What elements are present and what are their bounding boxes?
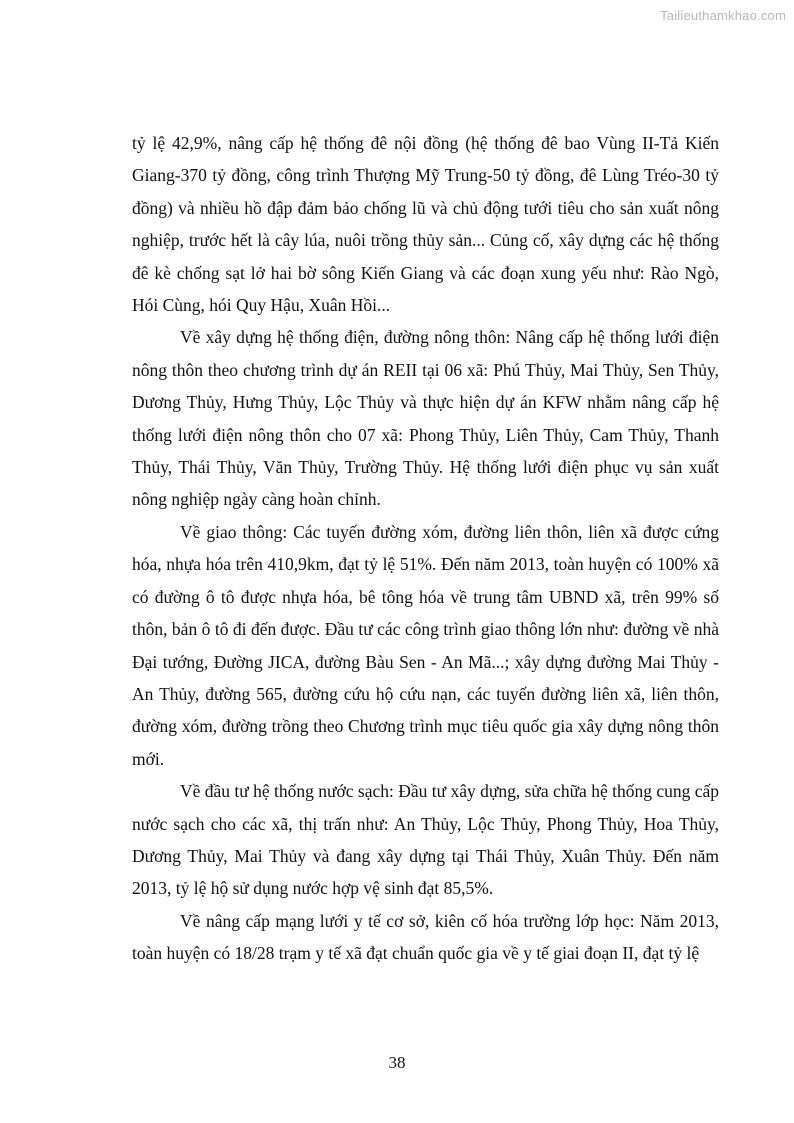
paragraph-health-schools: Về nâng cấp mạng lưới y tế cơ sở, kiên cố hóa trường lớp học: Năm 2013, toàn huyện có 18/28 trạm y tế xã đạt chuẩn quốc gia về y tế giai đoạn II, đạt tỷ lệ — [132, 910, 719, 964]
paragraph-continuation: tỷ lệ 42,9%, nâng cấp hệ thống đê nội đồng (hệ thống đê bao Vùng II-Tả Kiến Giang-370 tỷ đồng, công trình Thượng Mỹ Trung-50 tỷ đồng, đê Lùng Tréo-30 tỷ đồng) và nhiều hồ đập đảm bảo chống lũ và chủ động tưới tiêu cho sản xuất nông nghiệp, trước hết là cây lúa, nuôi trồng thủy sản... Củng cố, xây dựng các hệ thống đê kè chống sạt lở hai bờ sông Kiến Giang và các đoạn xung yếu như: Rào Ngò, Hói Cùng, hói Quy Hậu, Xuân Hồi... — [132, 133, 719, 316]
watermark: Tailieuthamkhao.com — [660, 8, 786, 23]
paragraph-clean-water: Về đầu tư hệ thống nước sạch: Đầu tư xây dựng, sửa chữa hệ thống cung cấp nước sạch cho các xã, thị trấn như: An Thủy, Lộc Thủy, Phong Thủy, Hoa Thủy, Dương Thủy, Mai Thủy và đang xây dựng tại Thái Thủy, Xuân Thủy. Đến năm 2013, tỷ lệ hộ sử dụng nước hợp vệ sinh đạt 85,5%. — [132, 781, 720, 899]
page-number: 38 — [388, 1053, 406, 1072]
document-body — [132, 127, 719, 970]
paragraph-transport: Về giao thông: Các tuyến đường xóm, đường liên thôn, liên xã được cứng hóa, nhựa hóa trên 410,9km, đạt tỷ lệ 51%. Đến năm 2013, toàn huyện có 100% xã có đường ô tô được nhựa hóa, bê tông hóa về trung tâm UBND xã, trên 99% số thôn, bản ô tô đi đến được. Đầu tư các công trình giao thông lớn như: đường về nhà Đại tướng, Đường JICA, đường Bàu Sen - An Mã...; xây dựng đường Mai Thủy - An Thủy, đường 565, đường cứu hộ cứu nạn, các tuyến đường liên xã, liên thôn, đường xóm, đường trồng theo Chương trình mục tiêu quốc gia xây dựng nông thôn mới. — [132, 521, 719, 769]
paragraph-electricity: Về xây dựng hệ thống điện, đường nông thôn: Nâng cấp hệ thống lưới điện nông thôn theo chương trình dự án REII tại 06 xã: Phú Thủy, Mai Thủy, Sen Thủy, Dương Thủy, Hưng Thủy, Lộc Thủy và thực hiện dự án KFW nhằm nâng cấp hệ thống lưới điện nông thôn cho 07 xã: Phong Thủy, Liên Thủy, Cam Thủy, Thanh Thủy, Thái Thủy, Văn Thủy, Trường Thủy. Hệ thống lưới điện phục vụ sản xuất nông nghiệp ngày càng hoàn chỉnh. — [132, 327, 719, 510]
